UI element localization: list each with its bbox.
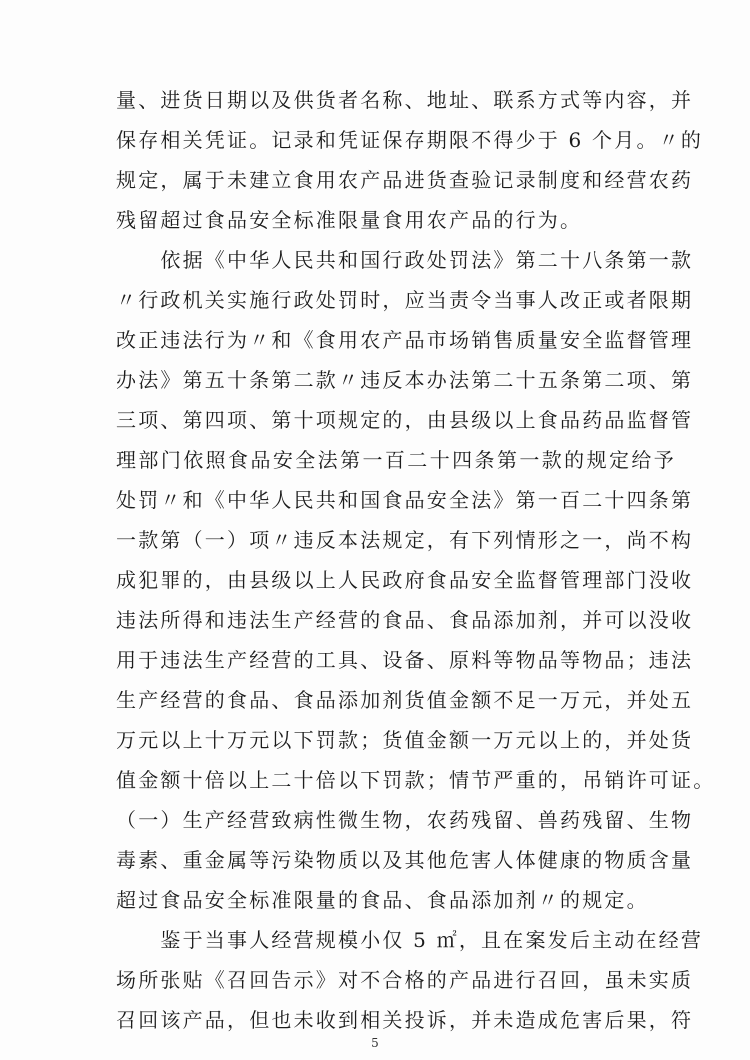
text-line: 一款第（一）项〃违反本法规定，有下列情形之一，尚不构 [116,528,694,552]
text-line: 超过食品安全标准限量的食品、食品添加剂〃的规定。 [116,888,649,912]
text-line: 改正违法行为〃和《食用农产品市场销售质量安全监督管理 [116,328,694,352]
text-line: 处罚〃和《中华人民共和国食品安全法》第一百二十四条第 [116,488,694,512]
text-line: 违法所得和违法生产经营的食品、食品添加剂，并可以没收 [116,608,694,632]
text-line: 值金额十倍以上二十倍以下罚款；情节严重的，吊销许可证。 [116,768,716,792]
text-line: 万元以上十万元以下罚款；货值金额一万元以上的，并处货 [116,728,694,752]
text-line: 生产经营的食品、食品添加剂货值金额不足一万元，并处五 [116,688,694,712]
text-line: 鉴于当事人经营规模小仅 5 ㎡，且在案发后主动在经营 [116,928,704,952]
text-line: 办法》第五十条第二款〃违反本办法第二十五条第二项、第 [116,368,694,392]
text-line: 依据《中华人民共和国行政处罚法》第二十八条第一款 [116,248,694,272]
text-line: 成犯罪的，由县级以上人民政府食品安全监督管理部门没收 [116,568,694,592]
text-line: 理部门依照食品安全法第一百二十四条第一款的规定给予 [116,448,676,472]
text-line: 残留超过食品安全标准限量食用农产品的行为。 [116,208,583,232]
text-line: 用于违法生产经营的工具、设备、原料等物品等物品；违法 [116,648,694,672]
text-line: 场所张贴《召回告示》对不合格的产品进行召回，虽未实质 [116,968,694,992]
text-line: 召回该产品，但也未收到相关投诉，并未造成危害后果，符 [116,1008,694,1032]
text-line: 量、进货日期以及供货者名称、地址、联系方式等内容，并 [116,88,694,112]
text-line: 保存相关凭证。记录和凭证保存期限不得少于 6 个月。〃的 [116,128,704,152]
text-line: （一）生产经营致病性微生物，农药残留、兽药残留、生物 [116,808,694,832]
text-line: 规定，属于未建立食用农产品进货查验记录制度和经营农药 [116,168,694,192]
text-line: 三项、第四项、第十项规定的，由县级以上食品药品监督管 [116,408,694,432]
text-line: 毒素、重金属等污染物质以及其他危害人体健康的物质含量 [116,848,694,872]
page-number: 5 [371,1036,379,1050]
text-line: 〃行政机关实施行政处罚时，应当责令当事人改正或者限期 [116,288,694,312]
